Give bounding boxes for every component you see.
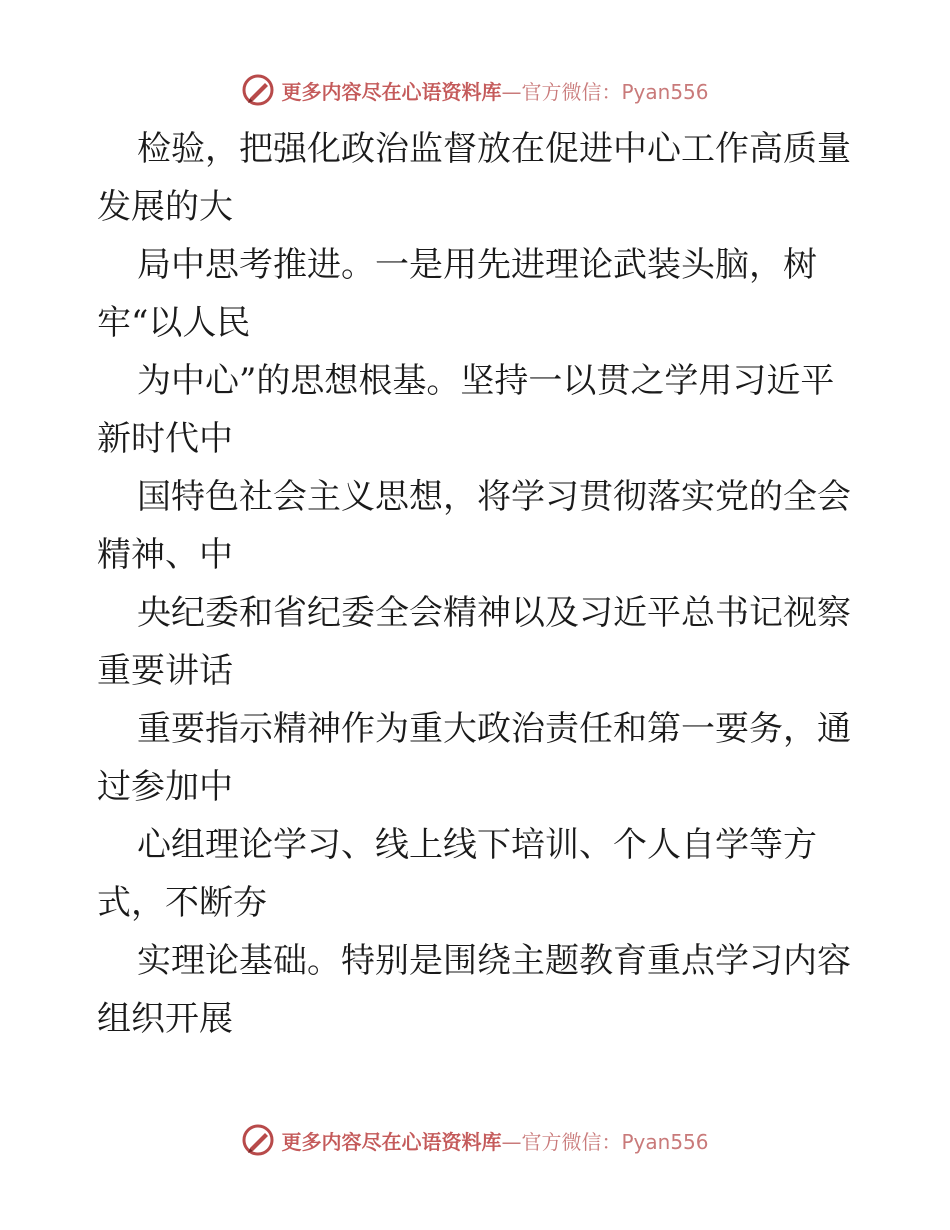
document-body — [97, 120, 857, 1048]
watermark-separator: — — [501, 79, 522, 104]
text-line-10: 重要讲话 — [97, 651, 233, 691]
text-line-6: 新时代中 — [97, 419, 233, 459]
watermark-brand: 更多内容尽在心语资料库 — [281, 1129, 502, 1154]
pen-logo-icon — [241, 1123, 275, 1157]
text-line-12: 过参加中 — [97, 767, 233, 807]
text-line-9: 央纪委和省纪委全会精神以及习近平总书记视察 — [137, 593, 851, 633]
watermark-brand: 更多内容尽在心语资料库 — [281, 79, 502, 104]
header-watermark — [0, 70, 950, 110]
text-line-5: 为中心”的思想根基。坚持一以贯之学用习近平 — [137, 361, 835, 401]
text-line-2: 发展的大 — [97, 187, 233, 227]
footer-watermark — [0, 1120, 950, 1160]
text-line-8: 精神、中 — [97, 535, 233, 575]
text-line-15: 实理论基础。特别是围绕主题教育重点学习内容 — [137, 941, 851, 981]
watermark-separator: — — [501, 1129, 522, 1154]
watermark-wechat-label: 官方微信： — [521, 1129, 622, 1154]
text-line-14: 式，不断夯 — [97, 883, 267, 923]
watermark-text — [281, 1126, 708, 1155]
watermark-text — [281, 76, 708, 105]
text-line-7: 国特色社会主义思想，将学习贯彻落实党的全会 — [137, 477, 851, 517]
text-line-11: 重要指示精神作为重大政治责任和第一要务，通 — [137, 709, 851, 749]
text-line-13: 心组理论学习、线上线下培训、个人自学等方 — [137, 825, 817, 865]
watermark-wechat-id: Pyan556 — [621, 79, 709, 104]
text-line-4: 牢“以人民 — [97, 303, 251, 343]
watermark-wechat-label: 官方微信： — [521, 79, 622, 104]
text-line-3: 局中思考推进。一是用先进理论武装头脑，树 — [137, 245, 817, 285]
text-line-16: 组织开展 — [97, 999, 233, 1039]
pen-logo-icon — [241, 73, 275, 107]
watermark-wechat-id: Pyan556 — [621, 1129, 709, 1154]
text-line-1: 检验，把强化政治监督放在促进中心工作高质量 — [137, 129, 851, 169]
